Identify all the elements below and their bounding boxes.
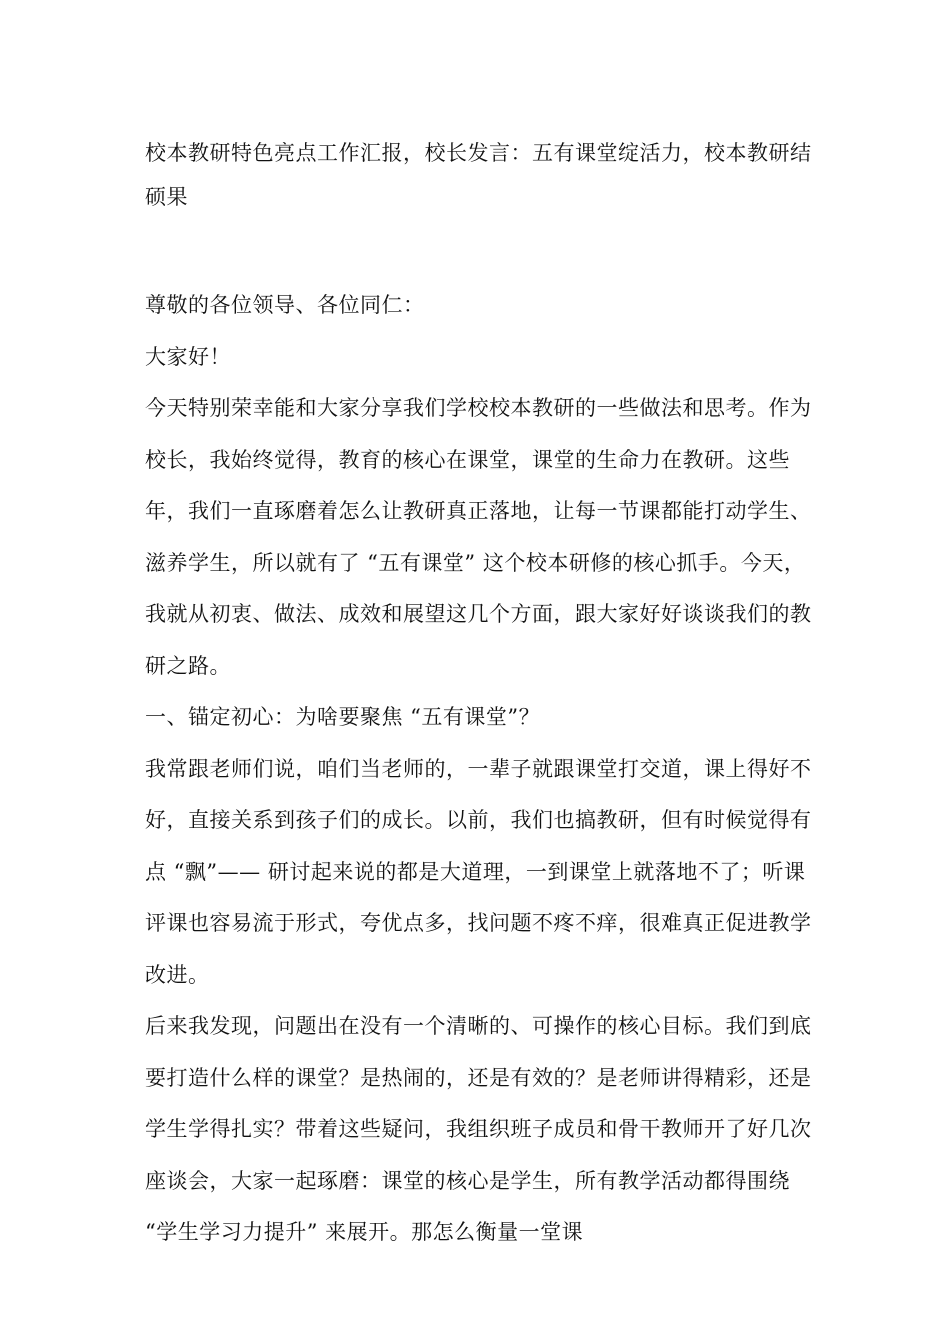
paragraph-greeting: 大家好！	[145, 344, 231, 369]
section-heading-1: 一、锚定初心：为啥要聚焦 “五有课堂”？	[145, 705, 541, 729]
paragraph-discovery: 后来我发现，问题出在没有一个清晰的、可操作的核心目标。我们到底要打造什么样的课堂？是热闹的，还是有效的？是老师讲得精彩，还是学生学得扎实？带着这些疑问，我组织班子成员和骨干教师开了好几次座谈会，大家一起琢磨：课堂的核心是学生，所有教学活动都得围绕 “学生学习力提升” 来展开。那怎么衡量一堂课	[145, 1014, 812, 1244]
paragraph-background: 我常跟老师们说，咱们当老师的，一辈子就跟课堂打交道，课上得好不好，直接关系到孩子们的成长。以前，我们也搞教研，但有时候觉得有点 “飘”—— 研讨起来说的都是大道理，一到课堂上就落地不了；听课评课也容易流于形式，夸优点多，找问题不疼不痒，很难真正促进教学改进。	[145, 756, 812, 987]
document-title: 校本教研特色亮点工作汇报，校长发言：五有课堂绽活力，校本教研结硕果	[145, 141, 812, 209]
document-body	[145, 280, 813, 1259]
paragraph-salutation: 尊敬的各位领导、各位同仁：	[145, 293, 425, 317]
paragraph-intro: 今天特别荣幸能和大家分享我们学校校本教研的一些做法和思考。作为校长，我始终觉得，教育的核心在课堂，课堂的生命力在教研。这些年，我们一直琢磨着怎么让教研真正落地，让每一节课都能打动学生、滋养学生，所以就有了 “五有课堂” 这个校本研修的核心抓手。今天，我就从初衷、做法、成效和展望这几个方面，跟大家好好谈谈我们的教研之路。	[145, 396, 812, 678]
